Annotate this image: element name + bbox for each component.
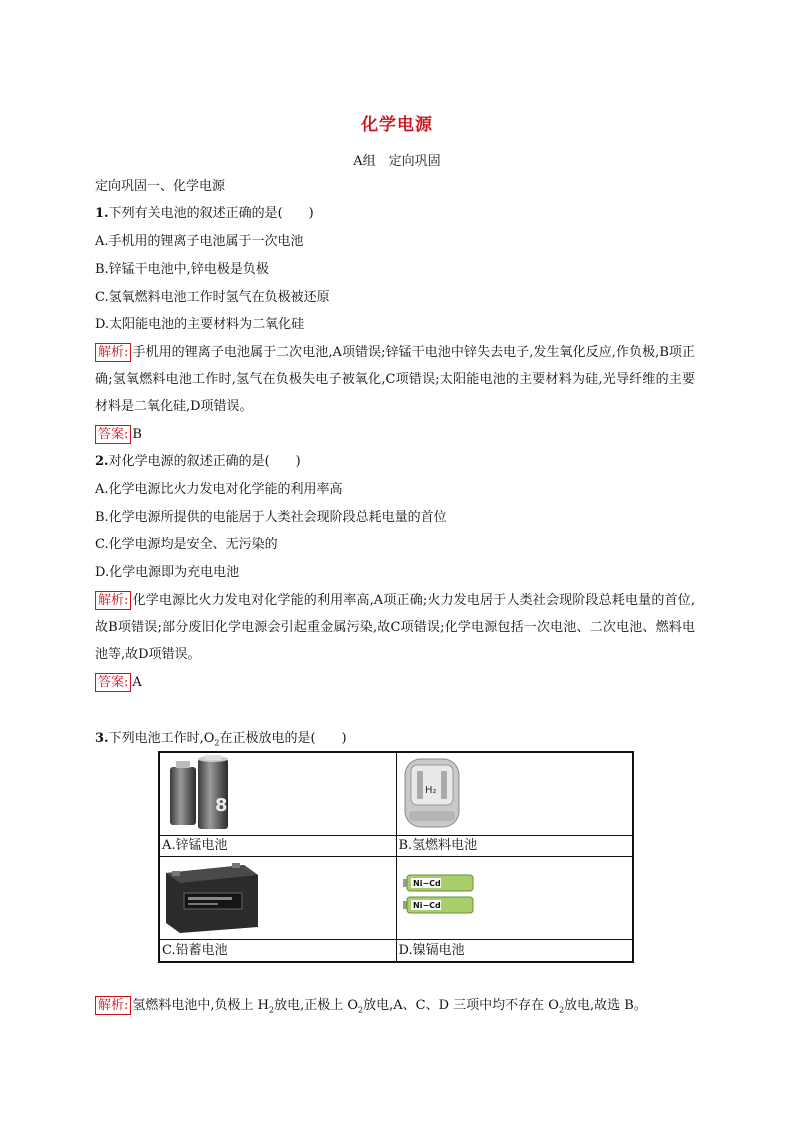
- q3-stem-pre: 下列电池工作时,O: [108, 731, 215, 746]
- q3-stem-sub: 2: [214, 738, 220, 748]
- option-b-label: B.氢燃料电池: [396, 835, 633, 857]
- analysis-tag: 解析:: [95, 343, 131, 362]
- q2-stem: [95, 452, 705, 471]
- ni-cd-label-2: Ni−Cd: [412, 901, 441, 911]
- q2-answer: [95, 673, 705, 692]
- ni-cd-battery-image: [399, 857, 499, 937]
- section-title: 定向巩固一、化学电源: [95, 179, 226, 194]
- analysis-tag: 解析:: [95, 591, 131, 610]
- hydrogen-fuel-cell-image: [399, 753, 469, 833]
- q1-stem: [95, 204, 705, 223]
- q1-option-b: B.锌锰干电池中,锌电极是负极: [95, 262, 269, 277]
- q1-answer: [95, 425, 705, 444]
- group-subtitle: A组 定向巩固: [353, 154, 441, 169]
- q3-stem-post: 在正极放电的是( ): [219, 731, 347, 746]
- q1-analysis: [95, 339, 695, 420]
- q2-answer-value: A: [132, 675, 142, 690]
- option-d-label: D.镍镉电池: [396, 940, 633, 962]
- option-a-label: A.锌锰电池: [159, 835, 396, 857]
- analysis-tag: 解析:: [95, 996, 131, 1015]
- q1-analysis-text: 手机用的锂离子电池属于二次电池,A项错误;锌锰干电池中锌失去电子,发生氧化反应,作负极,B项正确;氢氧燃料电池工作时,氢气在负极失电子被氧化,C项错误;太阳能电池的主要材料为硅,光导纤维的主要材料是二氧化硅,D项错误。: [95, 345, 695, 414]
- q2-option-d: D.化学电源即为充电电池: [95, 565, 240, 580]
- option-c-label: C.铅蓄电池: [159, 940, 396, 962]
- q3-analysis-part: 放电,A、C、D 三项中均不存在 O: [363, 998, 559, 1013]
- q3-analysis-part: 氢燃料电池中,负极上 H: [132, 998, 269, 1013]
- answer-tag: 答案:: [95, 425, 131, 444]
- q1-stem-text: 下列有关电池的叙述正确的是( ): [108, 206, 314, 221]
- q3-analysis: [95, 996, 705, 1020]
- q2-option-a: A.化学电源比火力发电对化学能的利用率高: [95, 482, 343, 497]
- q1-option-d: D.太阳能电池的主要材料为二氧化硅: [95, 317, 305, 332]
- fuel-cell-label: H₂: [424, 785, 437, 796]
- q2-option-c: C.化学电源均是安全、无污染的: [95, 537, 278, 552]
- q2-analysis-text: 化学电源比火力发电对化学能的利用率高,A项正确;火力发电居于人类社会现阶段总耗电量的首位,故B项错误;部分废旧化学电源会引起重金属污染,故C项错误;化学电源包括一次电池、二次电池、燃料电池等,故D项错误。: [95, 593, 695, 662]
- q1-answer-value: B: [132, 427, 142, 442]
- q3-analysis-part: 放电,正极上 O: [274, 998, 359, 1013]
- dry-cell-batteries-image: [162, 753, 242, 833]
- q2-stem-text: 对化学电源的叙述正确的是( ): [108, 454, 301, 469]
- q1-option-a: A.手机用的锂离子电池属于一次电池: [95, 234, 304, 249]
- battery-number-label: 8: [215, 795, 228, 816]
- option-c-image-cell: [159, 857, 396, 940]
- q1-option-c: C.氢氧燃料电池工作时氢气在负极被还原: [95, 290, 330, 305]
- q2-analysis: [95, 587, 695, 668]
- option-b-image-cell: [396, 752, 633, 835]
- q3-stem: [95, 729, 705, 753]
- q3-number: 3.: [95, 731, 109, 746]
- q3-analysis-sub: 2: [558, 1005, 565, 1015]
- q2-number: 2.: [95, 454, 109, 469]
- page-title: 化学电源: [361, 115, 433, 135]
- option-a-image-cell: [159, 752, 396, 835]
- lead-acid-battery-image: [162, 857, 262, 937]
- ni-cd-label-1: Ni−Cd: [412, 879, 441, 889]
- q3-analysis-sub: 2: [269, 1005, 275, 1015]
- q2-option-b: B.化学电源所提供的电能居于人类社会现阶段总耗电量的首位: [95, 510, 447, 525]
- q1-number: 1.: [95, 206, 109, 221]
- option-d-image-cell: [396, 857, 633, 940]
- q3-analysis-sub: 2: [358, 1005, 364, 1015]
- answer-tag: 答案:: [95, 673, 131, 692]
- q3-options-table: [158, 751, 634, 963]
- q3-analysis-part: 放电,故选 B。: [564, 998, 647, 1013]
